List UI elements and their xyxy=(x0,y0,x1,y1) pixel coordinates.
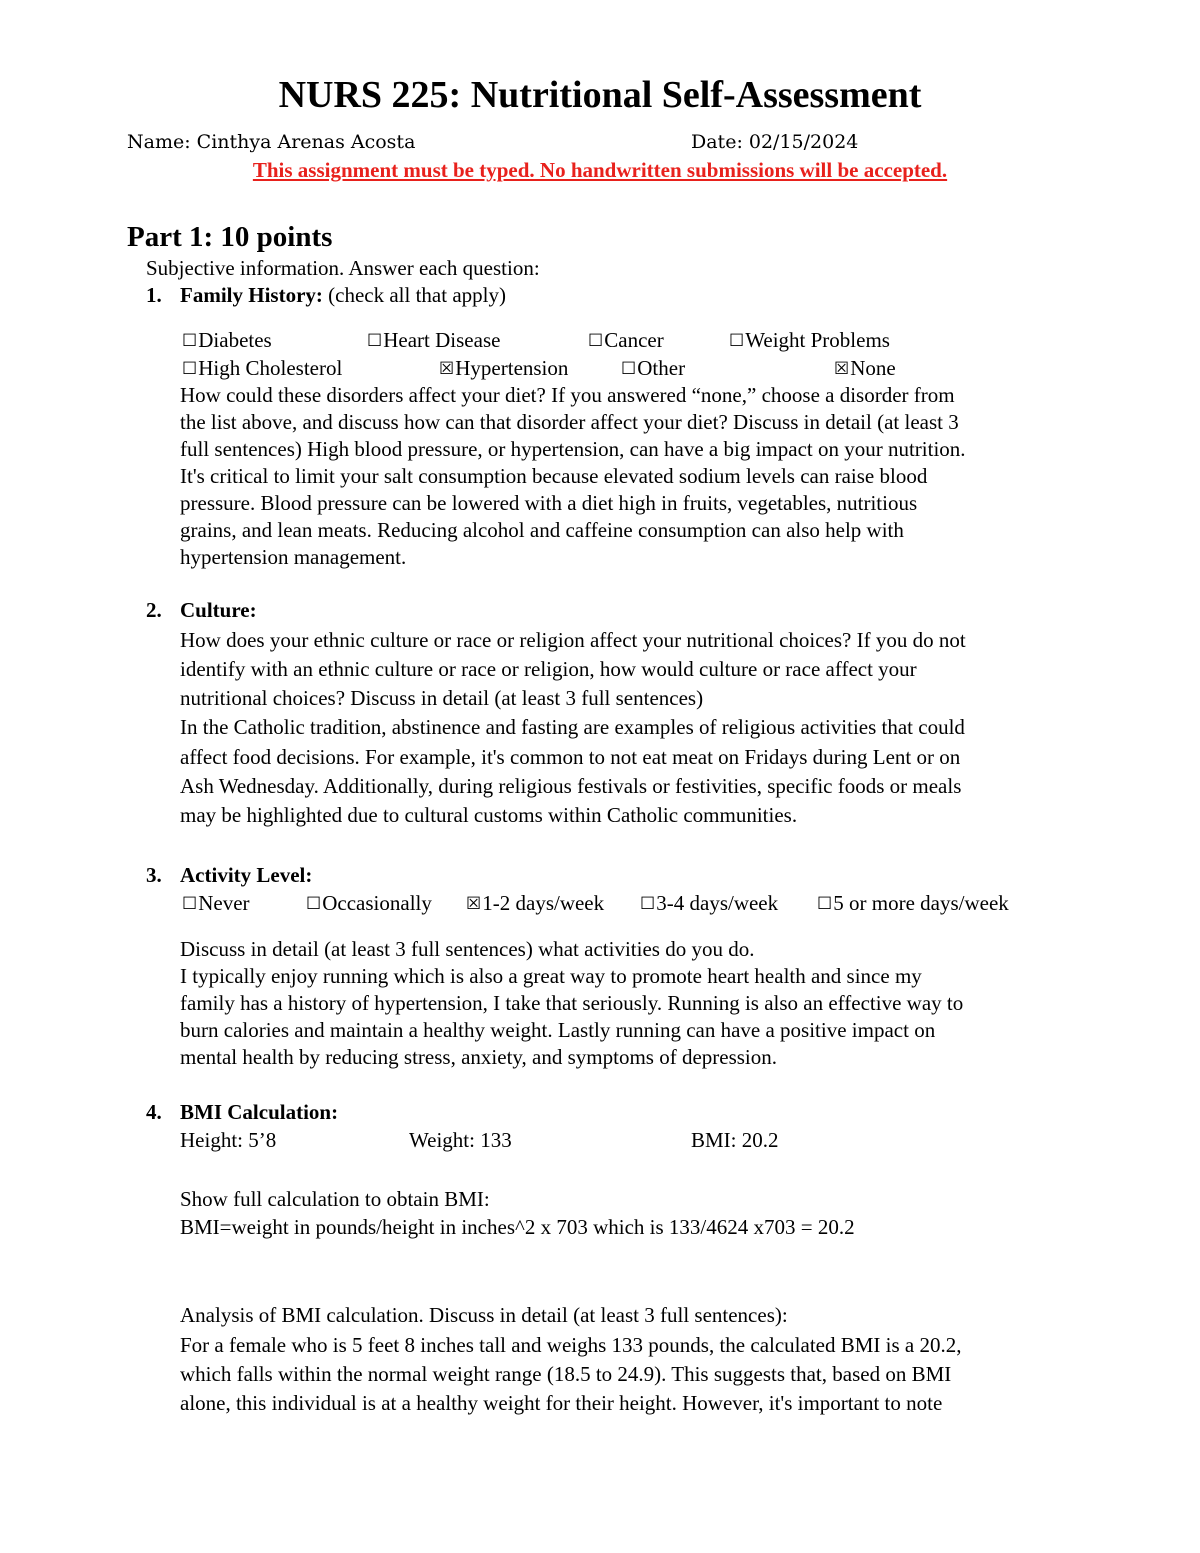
answer-line: may be highlighted due to cultural customs within Catholic communities. xyxy=(180,803,798,827)
answer-line: It's critical to limit your salt consumption because elevated sodium levels can raise blood xyxy=(180,464,928,488)
question-label: Activity Level: xyxy=(180,863,313,887)
checkbox-icon: ☐ xyxy=(182,894,198,914)
question-number: 2. xyxy=(146,598,162,622)
checkbox-option[interactable] xyxy=(729,327,890,356)
checkbox-label: Other xyxy=(637,356,686,380)
student-name: Name: Cinthya Arenas Acosta xyxy=(127,131,416,153)
answer-line: Ash Wednesday. Additionally, during religious festivals or festivities, specific foods or meals xyxy=(180,774,962,798)
answer-line: How could these disorders affect your diet? If you answered “none,” choose a disorder from xyxy=(180,383,955,407)
checkbox-option[interactable] xyxy=(182,890,250,919)
checkbox-label: Never xyxy=(198,891,250,915)
answer-line: mental health by reducing stress, anxiety, and symptoms of depression. xyxy=(180,1045,778,1069)
page-title: NURS 225: Nutritional Self-Assessment xyxy=(278,74,922,116)
checkbox-icon: ☒ xyxy=(439,359,455,379)
question-label: Family History: xyxy=(180,283,323,307)
question-number: 3. xyxy=(146,863,162,887)
checkbox-label: None xyxy=(850,356,896,380)
answer-line: burn calories and maintain a healthy weight. Lastly running can have a positive impact on xyxy=(180,1018,936,1042)
checkbox-icon: ☐ xyxy=(817,894,833,914)
answer-line: grains, and lean meats. Reducing alcohol and caffeine consumption can also help with xyxy=(180,518,904,542)
question-label: BMI Calculation: xyxy=(180,1100,339,1124)
checkbox-icon: ☐ xyxy=(588,331,604,351)
checkbox-label: Weight Problems xyxy=(745,328,890,352)
answer-line: nutritional choices? Discuss in detail (at least 3 full sentences) xyxy=(180,686,704,710)
checkbox-icon: ☒ xyxy=(466,894,482,914)
calc-formula: BMI=weight in pounds/height in inches^2 x 703 which is 133/4624 x703 = 20.2 xyxy=(180,1215,855,1239)
checkbox-icon: ☐ xyxy=(621,359,637,379)
checkbox-option[interactable] xyxy=(367,327,500,356)
checkbox-option[interactable] xyxy=(182,355,342,384)
checkbox-label: 5 or more days/week xyxy=(833,891,1009,915)
answer-line: family has a history of hypertension, I take that seriously. Running is also an effective way to xyxy=(180,991,964,1015)
checkbox-icon: ☐ xyxy=(182,331,198,351)
answer-line: identify with an ethnic culture or race or religion, how would culture or race affect your xyxy=(180,657,917,681)
checkbox-icon: ☐ xyxy=(367,331,383,351)
checkbox-option[interactable] xyxy=(621,355,685,384)
answer-line: How does your ethnic culture or race or religion affect your nutritional choices? If you do not xyxy=(180,628,966,652)
part-intro: Subjective information. Answer each question: xyxy=(146,256,540,280)
checkbox-option[interactable] xyxy=(817,890,1009,919)
weight-value: Weight: 133 xyxy=(409,1128,512,1152)
typed-warning: This assignment must be typed. No handwritten submissions will be accepted. xyxy=(252,158,948,182)
question-label: Culture: xyxy=(180,598,257,622)
answer-line: full sentences) High blood pressure, or hypertension, can have a big impact on your nutrition. xyxy=(180,437,966,461)
checkbox-label: Hypertension xyxy=(455,356,569,380)
checkbox-icon: ☒ xyxy=(834,359,850,379)
height-value: Height: 5’8 xyxy=(180,1128,277,1152)
checkbox-option[interactable] xyxy=(439,355,568,384)
question-number: 4. xyxy=(146,1100,162,1124)
checkbox-label: High Cholesterol xyxy=(198,356,343,380)
question-number: 1. xyxy=(146,283,162,307)
checkbox-option[interactable] xyxy=(640,890,778,919)
checkbox-option[interactable] xyxy=(306,890,432,919)
checkbox-icon: ☐ xyxy=(640,894,656,914)
checkbox-option[interactable] xyxy=(182,327,272,356)
checkbox-option[interactable] xyxy=(466,890,604,919)
checkbox-option[interactable] xyxy=(834,355,896,384)
submission-date: Date: 02/15/2024 xyxy=(691,131,859,153)
checkbox-label: Cancer xyxy=(604,328,664,352)
checkbox-icon: ☐ xyxy=(182,359,198,379)
answer-line: I typically enjoy running which is also a great way to promote heart health and since my xyxy=(180,964,922,988)
checkbox-label: Heart Disease xyxy=(383,328,501,352)
checkbox-icon: ☐ xyxy=(729,331,745,351)
checkbox-label: Diabetes xyxy=(198,328,272,352)
answer-line: Discuss in detail (at least 3 full sentences) what activities do you do. xyxy=(180,937,755,961)
answer-line: affect food decisions. For example, it's common to not eat meat on Fridays during Lent or on xyxy=(180,745,961,769)
question-hint: (check all that apply) xyxy=(322,283,506,307)
answer-line: hypertension management. xyxy=(180,545,407,569)
checkbox-label: 1-2 days/week xyxy=(482,891,605,915)
answer-line: In the Catholic tradition, abstinence and fasting are examples of religious activities that could xyxy=(180,715,965,739)
answer-line: pressure. Blood pressure can be lowered with a diet high in fruits, vegetables, nutritious xyxy=(180,491,918,515)
calc-label: Show full calculation to obtain BMI: xyxy=(180,1187,490,1211)
answer-line: Analysis of BMI calculation. Discuss in detail (at least 3 full sentences): xyxy=(180,1303,788,1327)
answer-line: For a female who is 5 feet 8 inches tall and weighs 133 pounds, the calculated BMI is a 20.2, xyxy=(180,1333,962,1357)
question-title xyxy=(180,282,506,309)
checkbox-label: 3-4 days/week xyxy=(656,891,779,915)
answer-line: alone, this individual is at a healthy weight for their height. However, it's important to note xyxy=(180,1391,943,1415)
part-heading: Part 1: 10 points xyxy=(127,221,333,253)
answer-line: which falls within the normal weight range (18.5 to 24.9). This suggests that, based on BMI xyxy=(180,1362,952,1386)
checkbox-option[interactable] xyxy=(588,327,664,356)
bmi-value: BMI: 20.2 xyxy=(691,1128,779,1152)
checkbox-label: Occasionally xyxy=(322,891,432,915)
answer-line: the list above, and discuss how can that disorder affect your diet? Discuss in detail (at least 3 xyxy=(180,410,959,434)
checkbox-icon: ☐ xyxy=(306,894,322,914)
